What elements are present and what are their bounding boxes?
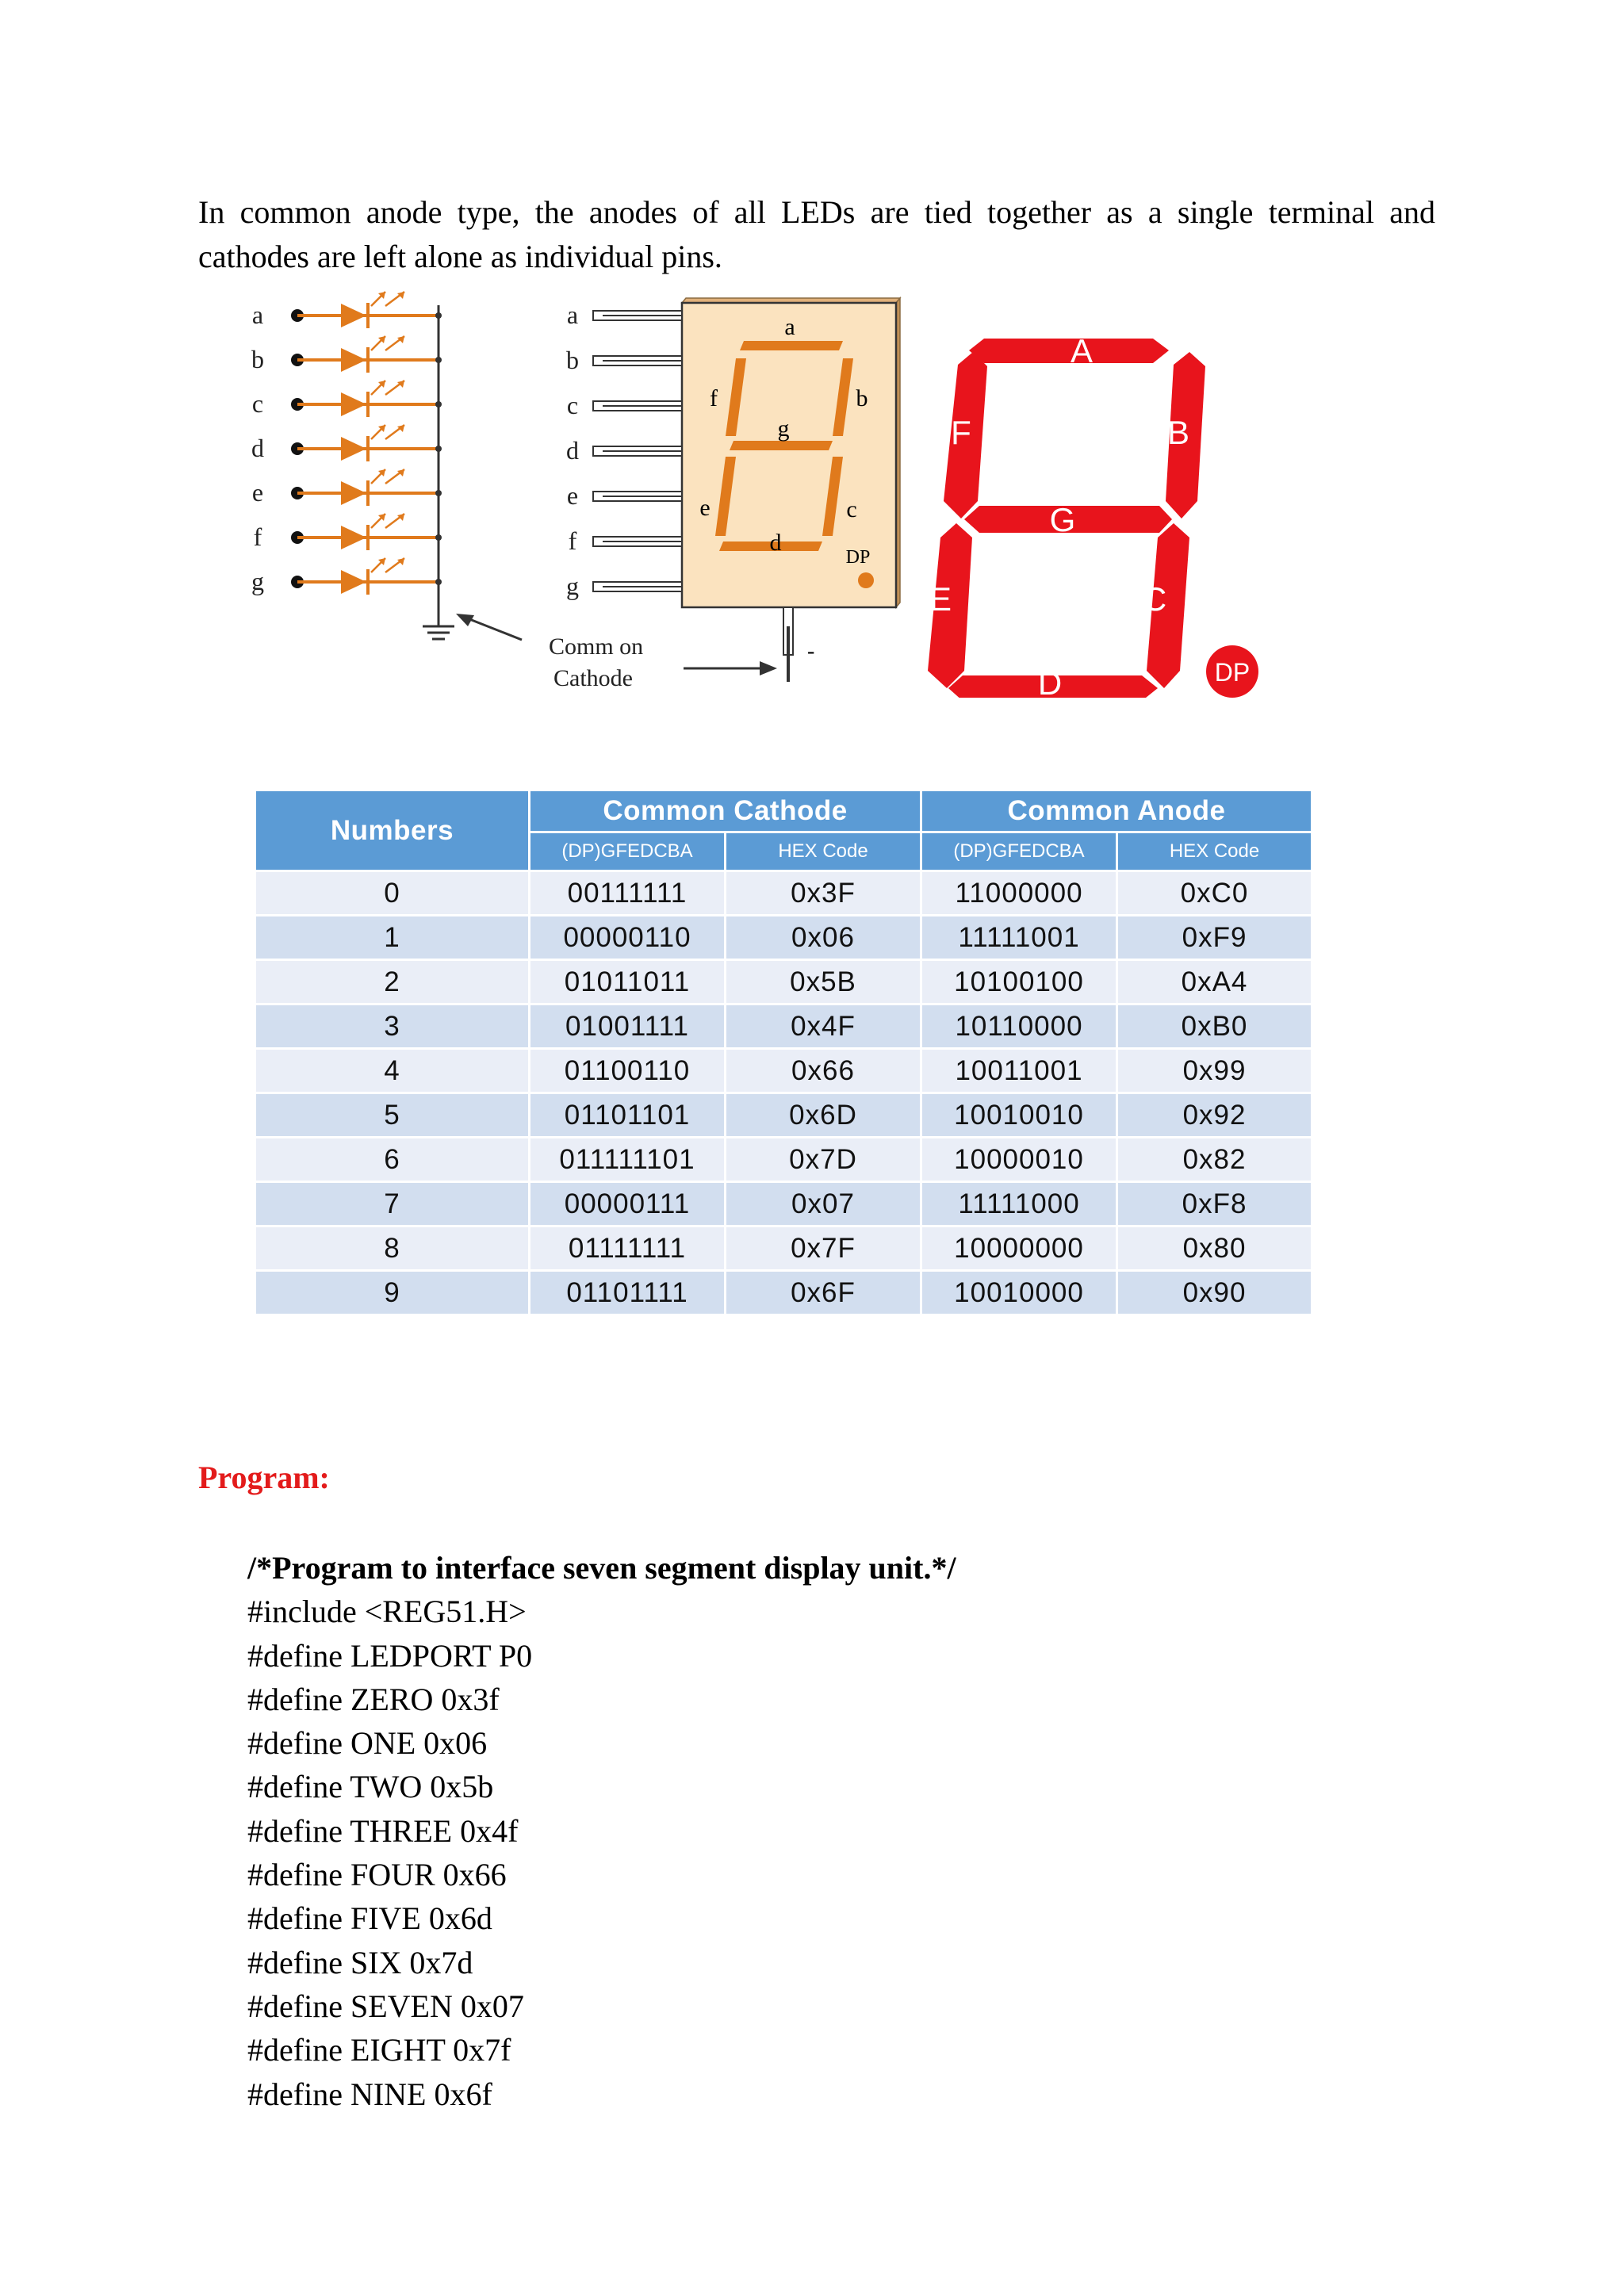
led-circuit [251, 292, 522, 640]
display-package [549, 298, 900, 691]
code-line: #define FOUR 0x66 [247, 1857, 507, 1893]
cell-anode-bits: 10010010 [921, 1093, 1117, 1138]
code-line: #define LEDPORT P0 [247, 1637, 533, 1674]
led-diode-icon [341, 481, 366, 505]
code-comment: /*Program to interface seven segment display unit.*/ [247, 1550, 956, 1586]
led-row [254, 514, 442, 551]
cell-number: 3 [255, 1004, 530, 1049]
header-numbers: Numbers [255, 790, 530, 871]
junction-dot [435, 490, 442, 496]
big-seg-c-label: C [1142, 580, 1167, 618]
table-row [255, 1004, 1312, 1049]
cell-number: 2 [255, 960, 530, 1004]
big-seg-f-label: F [951, 414, 971, 451]
cell-number: 9 [255, 1271, 530, 1315]
cell-anode-hex: 0x99 [1117, 1049, 1312, 1093]
code-line: #define NINE 0x6f [247, 2076, 492, 2112]
led-row [251, 425, 442, 462]
junction-dot [435, 446, 442, 452]
cell-cathode-hex: 0x5B [726, 960, 921, 1004]
cell-number: 8 [255, 1226, 530, 1271]
junction-dot [435, 401, 442, 408]
table-row [255, 1182, 1312, 1226]
package-pin-label: b [566, 346, 579, 374]
led-row [252, 381, 442, 418]
cell-cathode-hex: 0x06 [726, 916, 921, 960]
arrow-to-ground [456, 614, 522, 640]
cell-anode-hex: 0xA4 [1117, 960, 1312, 1004]
cell-anode-bits: 10011001 [921, 1049, 1117, 1093]
junction-dot [435, 579, 442, 585]
cell-cathode-hex: 0x4F [726, 1004, 921, 1049]
package-seg-c-label: c [846, 496, 857, 522]
common-cathode-lead [783, 607, 793, 682]
seven-segment-diagram [230, 285, 1293, 698]
intro-paragraph: In common anode type, the anodes of all LEDs are tied together as a single terminal and cathodes are left alone as individual pins. [198, 194, 1435, 274]
code-line: #define SEVEN 0x07 [247, 1988, 524, 2024]
cell-anode-hex: 0x82 [1117, 1138, 1312, 1182]
cell-anode-hex: 0xC0 [1117, 871, 1312, 916]
cell-anode-bits: 11111001 [921, 916, 1117, 960]
package-pin-label: g [566, 572, 579, 600]
cell-anode-hex: 0x80 [1117, 1226, 1312, 1271]
table-row [255, 1138, 1312, 1182]
package-pin [567, 391, 682, 419]
big-seg-a-label: A [1070, 332, 1094, 369]
junction-dot [435, 312, 442, 319]
table-row [255, 916, 1312, 960]
program-heading: Program: [198, 1460, 330, 1495]
junction-dot [435, 357, 442, 363]
cell-anode-hex: 0xB0 [1117, 1004, 1312, 1049]
cell-anode-bits: 11000000 [921, 871, 1117, 916]
package-seg-e-label: e [699, 495, 710, 521]
ground-symbol [423, 626, 454, 639]
led-row [252, 292, 442, 329]
cell-anode-bits: 10110000 [921, 1004, 1117, 1049]
subheader-anode-bits: (DP)GFEDCBA [921, 832, 1117, 871]
table-row [255, 1226, 1312, 1271]
cell-anode-hex: 0x90 [1117, 1271, 1312, 1315]
code-line: #define THREE 0x4f [247, 1812, 519, 1849]
cell-anode-hex: 0xF8 [1117, 1182, 1312, 1226]
led-diode-icon [341, 348, 366, 372]
cell-cathode-bits: 00000110 [530, 916, 726, 960]
package-seg-g-label: g [777, 415, 790, 442]
package-seg-d-label: d [769, 530, 782, 556]
subheader-cathode-bits: (DP)GFEDCBA [530, 832, 726, 871]
package-seg-a-label: a [784, 314, 795, 340]
package-pin-label: e [566, 481, 579, 510]
led-diode-icon [341, 392, 366, 416]
package-pin-label: d [566, 436, 579, 465]
big-digit [928, 339, 1258, 698]
package-pin-label: c [566, 391, 579, 419]
table-row [255, 960, 1312, 1004]
minus-sign: - [807, 639, 815, 664]
big-seg-e-label: E [929, 580, 952, 618]
cell-cathode-bits: 011111101 [530, 1138, 726, 1182]
table-row [255, 1049, 1312, 1093]
cell-anode-bits: 11111000 [921, 1182, 1117, 1226]
cell-cathode-hex: 0x07 [726, 1182, 921, 1226]
cell-anode-bits: 10100100 [921, 960, 1117, 1004]
code-line: #define ONE 0x06 [247, 1725, 488, 1762]
cell-cathode-bits: 01111111 [530, 1226, 726, 1271]
table-row [255, 871, 1312, 916]
cell-cathode-hex: 0x6D [726, 1093, 921, 1138]
code-line: #include <REG51.H> [247, 1594, 527, 1630]
cell-cathode-hex: 0x3F [726, 871, 921, 916]
circuit-pin-label: a [251, 300, 264, 329]
common-cathode-label-line2: Cathode [553, 665, 633, 691]
cell-anode-hex: 0x92 [1117, 1093, 1312, 1138]
cell-anode-bits: 10000010 [921, 1138, 1117, 1182]
led-diode-icon [341, 526, 366, 549]
big-seg-d-label: D [1037, 664, 1063, 698]
cell-cathode-hex: 0x7F [726, 1226, 921, 1271]
code-line: #define TWO 0x5b [247, 1769, 494, 1805]
circuit-pin-label: g [251, 567, 264, 595]
big-seg-dp-label: DP [1214, 658, 1251, 687]
cell-cathode-bits: 01100110 [530, 1049, 726, 1093]
package-pin [566, 346, 682, 374]
common-cathode-label-line1: Comm on [549, 633, 644, 660]
cell-cathode-hex: 0x7D [726, 1138, 921, 1182]
cell-cathode-bits: 00111111 [530, 871, 726, 916]
led-row [251, 558, 442, 595]
subheader-anode-hex: HEX Code [1117, 832, 1312, 871]
package-seg-b-label: b [856, 385, 868, 411]
arrow-to-cathode [684, 661, 777, 675]
header-common-cathode: Common Cathode [530, 790, 921, 832]
cell-cathode-bits: 01101101 [530, 1093, 726, 1138]
cell-number: 5 [255, 1093, 530, 1138]
package-pin [567, 481, 682, 510]
led-row [252, 469, 442, 507]
package-pin-label: a [566, 300, 579, 329]
table-row [255, 1271, 1312, 1315]
code-line: #define SIX 0x7d [247, 1944, 473, 1980]
junction-dot [435, 534, 442, 541]
cell-anode-bits: 10010000 [921, 1271, 1117, 1315]
package-seg-f-label: f [710, 385, 718, 411]
table-row [255, 1093, 1312, 1138]
cell-number: 4 [255, 1049, 530, 1093]
cell-cathode-hex: 0x6F [726, 1271, 921, 1315]
cell-anode-hex: 0xF9 [1117, 916, 1312, 960]
cell-number: 0 [255, 871, 530, 916]
package-pin [569, 526, 682, 555]
package-pin [566, 436, 682, 465]
circuit-pin-label: f [253, 522, 262, 551]
led-diode-icon [341, 304, 366, 327]
cell-cathode-bits: 01001111 [530, 1004, 726, 1049]
circuit-pin-label: e [251, 478, 264, 507]
code-line: #define FIVE 0x6d [247, 1900, 492, 1937]
package-pin [567, 300, 682, 329]
code-block [247, 1546, 956, 2116]
circuit-pin-label: d [251, 434, 264, 462]
led-diode-icon [341, 570, 366, 594]
cell-number: 1 [255, 916, 530, 960]
header-common-anode: Common Anode [921, 790, 1312, 832]
cell-cathode-bits: 00000111 [530, 1182, 726, 1226]
package-pin-label: f [568, 526, 577, 555]
cell-anode-bits: 10000000 [921, 1226, 1117, 1271]
big-seg-b-label: B [1166, 414, 1190, 451]
cell-number: 6 [255, 1138, 530, 1182]
big-seg-g-label: G [1049, 501, 1076, 538]
code-line: #define ZERO 0x3f [247, 1681, 500, 1717]
led-row [251, 336, 442, 373]
package-seg-dp-label: DP [845, 547, 871, 568]
cell-cathode-bits: 01011011 [530, 960, 726, 1004]
cell-cathode-hex: 0x66 [726, 1049, 921, 1093]
code-line: #define EIGHT 0x7f [247, 2032, 511, 2068]
cell-number: 7 [255, 1182, 530, 1226]
circuit-pin-label: c [251, 389, 264, 418]
segment-code-table [254, 789, 1313, 1316]
subheader-cathode-hex: HEX Code [726, 832, 921, 871]
package-pin [566, 572, 682, 600]
cell-cathode-bits: 01101111 [530, 1271, 726, 1315]
circuit-pin-label: b [251, 345, 264, 373]
led-diode-icon [341, 437, 366, 461]
